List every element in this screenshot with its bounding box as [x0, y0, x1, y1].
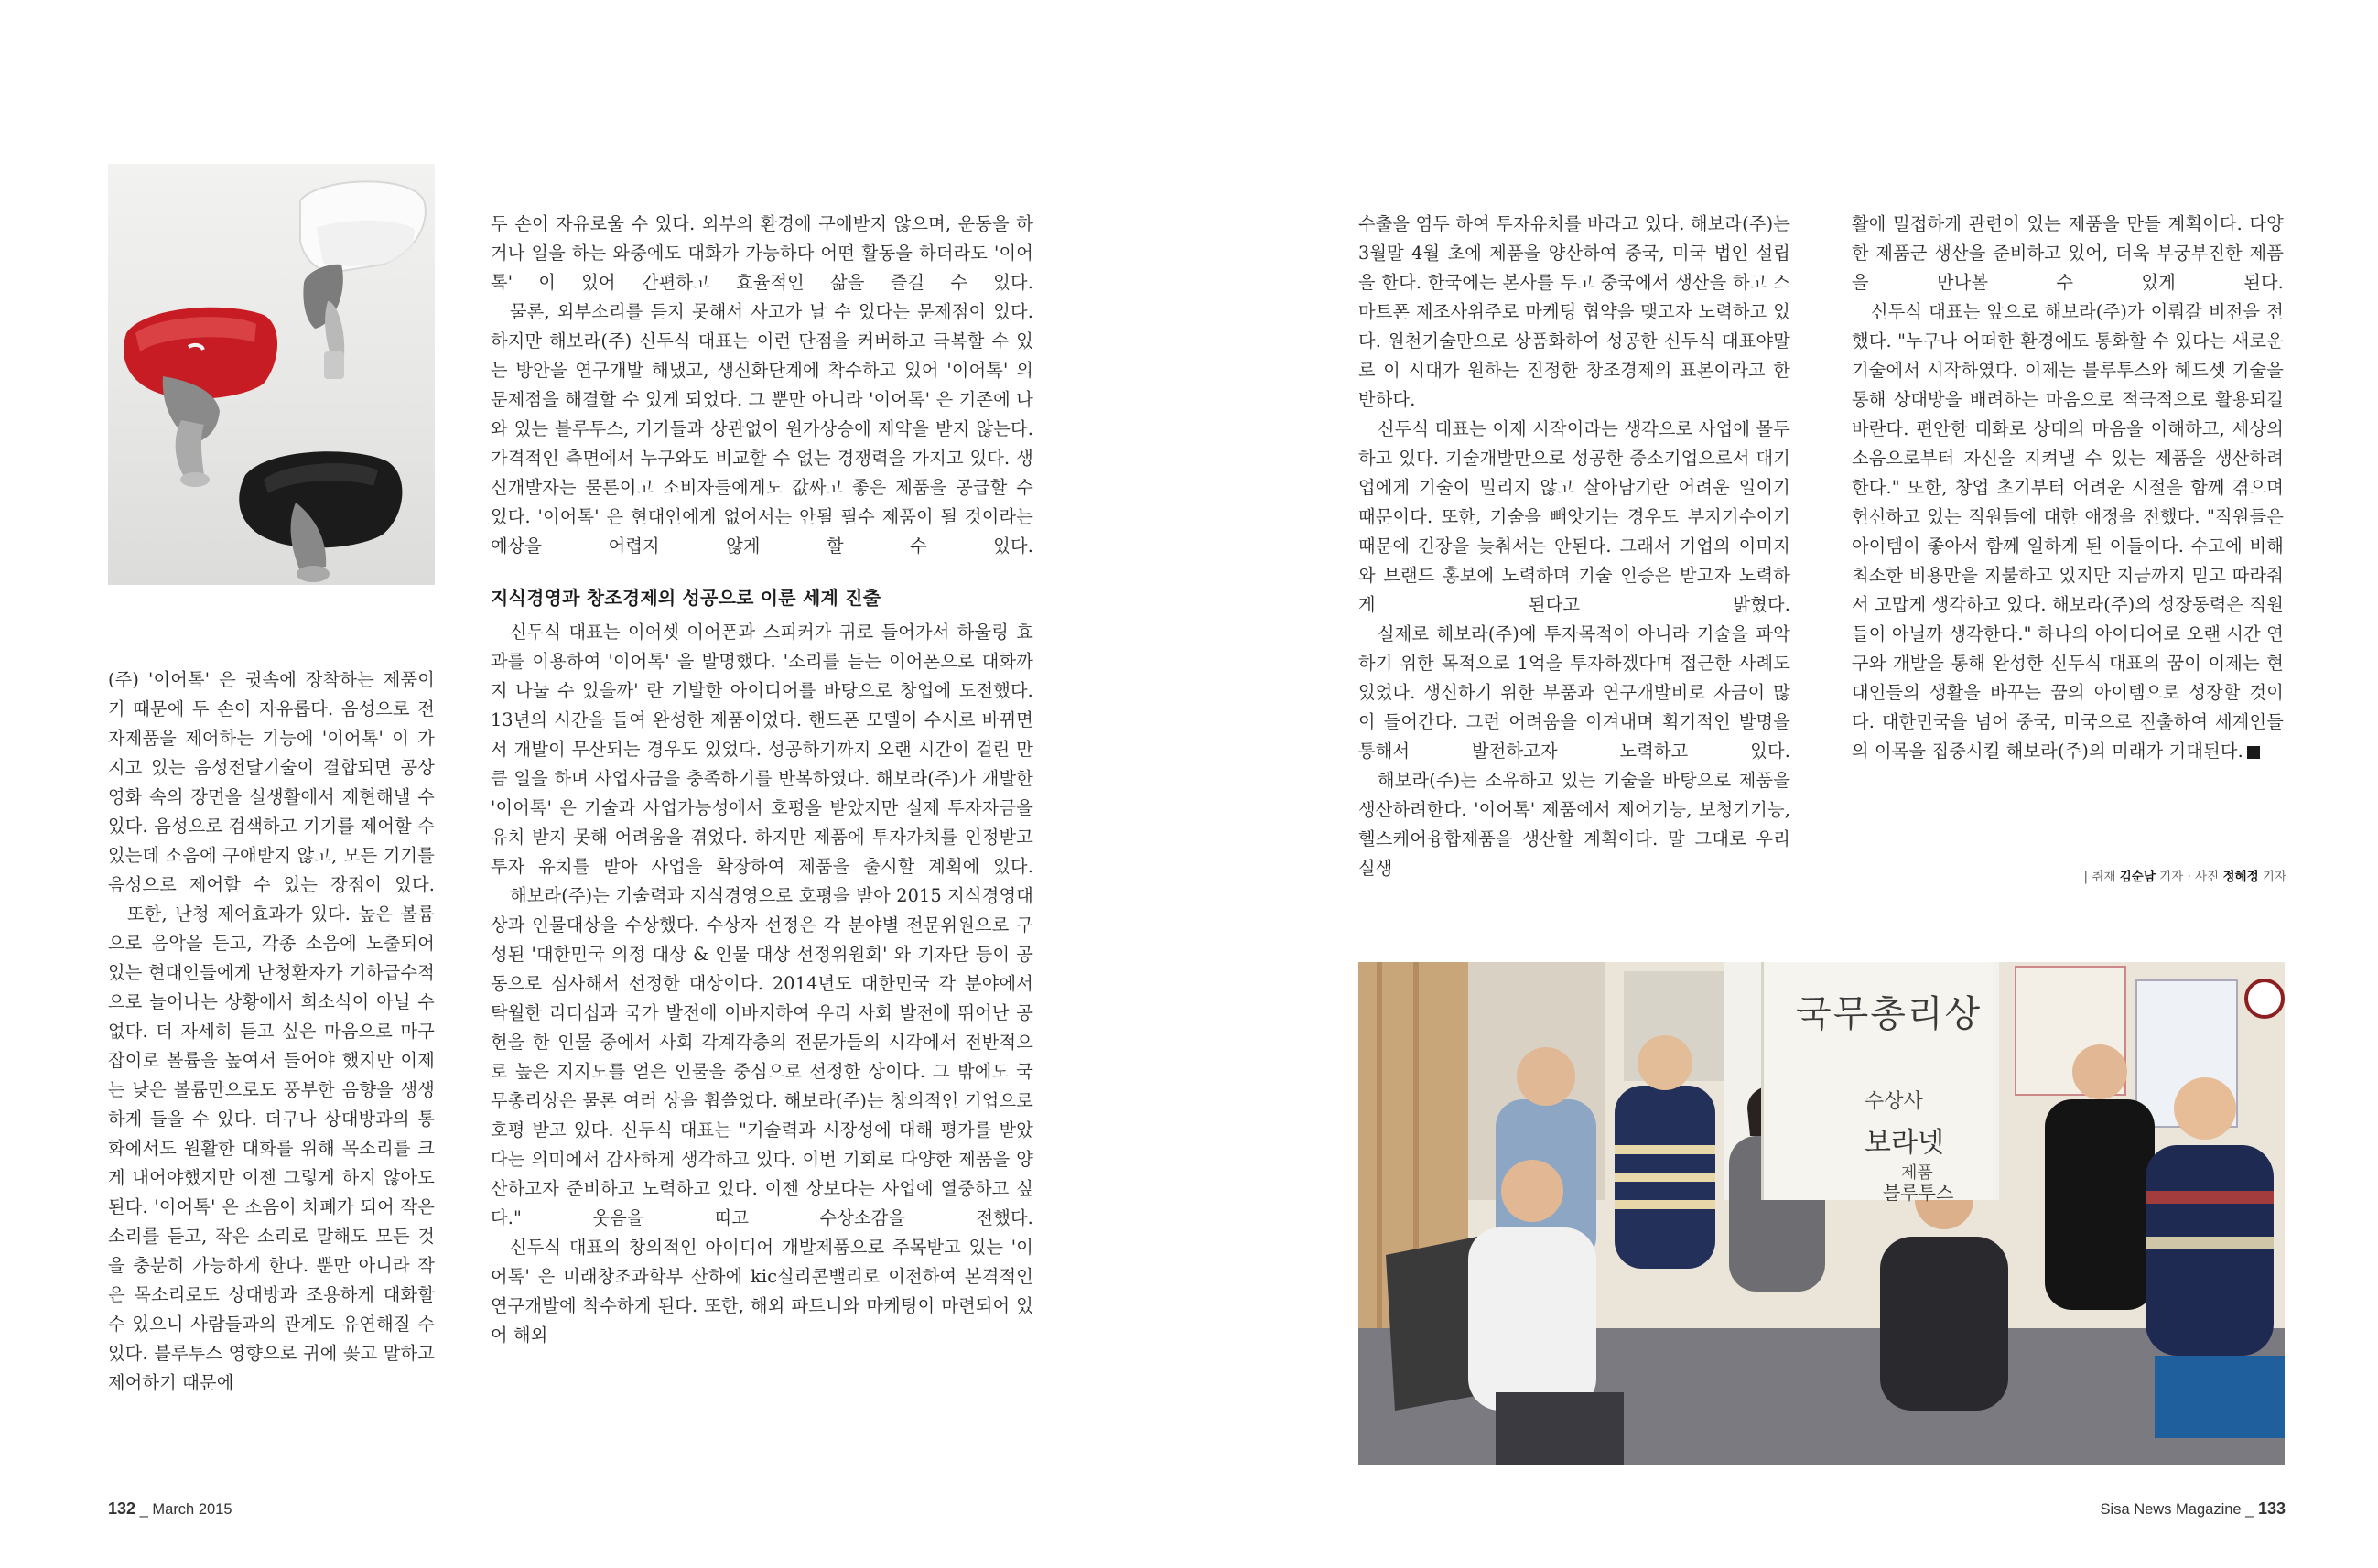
earphone-devices-icon	[108, 164, 435, 585]
section-subtitle: 지식경영과 창조경제의 성공으로 이룬 세계 진출	[491, 587, 881, 609]
body-paragraph: 해보라(주)는 소유하고 있는 기술을 바탕으로 제품을 생산하려한다. '이어톡' 제품에서 제어기능, 보청기기능, 헬스케어융합제품을 생산할 계획이다. 말 그대로 우리 실생	[1358, 770, 1790, 879]
article-column-3	[1358, 210, 1790, 883]
page-number: 133	[2257, 1499, 2286, 1518]
article-column-1	[108, 665, 435, 1398]
page-number: 132	[108, 1499, 136, 1518]
award-banner-line: 제품	[1901, 1163, 1933, 1183]
footer-right: Sisa News Magazine _ 133	[2100, 1499, 2286, 1518]
body-paragraph: 두 손이 자유로울 수 있다. 외부의 환경에 구애받지 않으며, 운동을 하거나 일을 하는 와중에도 대화가 가능하다 어떤 활동을 하더라도 '이어톡' 이 있어 간편하고 효율적인 삶을 즐길 수 있다.	[491, 213, 1033, 293]
award-banner-line: 수상사	[1865, 1090, 1923, 1113]
body-paragraph: 해보라(주)는 기술력과 지식경영으로 호평을 받아 2015 지식경영대상과 인물대상을 수상했다. 수상자 선정은 각 분야별 전문위원으로 구성된 '대한민국 의정 대상 & 인물 대상 선정위원회' 와 기자단 등이 공동으로 심사해서 선정한 대상이다. 2014년도 대한민국 각 분야에서 탁월한 리더십과 국가 발전에 이바지하여 우리 사회 발전에 뛰어난 공헌을 한 인물 중에서 사회 각계각층의 전문가들의 시각에서 전반적으로 높은 지지도를 얻은 인물을 중심으로 선정한 상이다. 그 밖에도 국무총리상은 물론 여러 상을 휩쓸었다. 해보라(주)는 창의적인 기업으로 호평 받고 있다. 신두식 대표는 "기술력과 시장성에 대해 평가를 받았다는 의미에서 감사하게 생각하고 있다. 이번 기회로 다양한 제품을 양산하고자 준비하고 노력하고 있다. 이젠 상보다는 사업에 열중하고 싶다." 웃음을 띠고 수상소감을 전했다.	[491, 885, 1033, 1228]
photo-credit: | 취재 김순남 기자 · 사진 정혜정 기자	[2083, 870, 2286, 884]
award-banner-line: 보라넷	[1865, 1127, 1944, 1159]
footer-left: 132 _ March 2015	[108, 1499, 232, 1518]
award-banner-line: 블루투스	[1883, 1182, 1954, 1204]
product-photo	[108, 164, 435, 585]
award-banner	[1761, 962, 1993, 1204]
end-mark-icon	[2247, 746, 2260, 759]
award-banner-title: 국무총리상	[1796, 993, 1983, 1035]
body-paragraph: 또한, 난청 제어효과가 있다. 높은 볼륨으로 음악을 듣고, 각종 소음에 노출되어 있는 현대인들에게 난청환자가 기하급수적으로 늘어나는 상황에서 희소식이 아닐 수 없다. 더 자세히 듣고 싶은 마음으로 마구잡이로 볼륨을 높여서 들어야 했지만 이제는 낮은 볼륨만으로도 풍부한 음향을 생생하게 들을 수 있다. 더구나 상대방과의 통화에서도 원활한 대화를 위해 목소리를 크게 내어야했지만 이젠 그렇게 하지 않아도 된다. '이어톡' 은 소음이 차폐가 되어 작은 소리를 듣고, 작은 소리로 말해도 모든 것을 충분히 가능하게 한다. 뿐만 아니라 작은 목소리로도 상대방과 조용하게 대화할 수 있으니 사람들과의 관계도 유연해질 수 있다. 블루투스 영향으로 귀에 꽂고 말하고 제어하기 때문에	[108, 903, 435, 1393]
body-paragraph: 물론, 외부소리를 듣지 못해서 사고가 날 수 있다는 문제점이 있다. 하지만 해보라(주) 신두식 대표는 이런 단점을 커버하고 극복할 수 있는 방안을 연구개발 해냈고, 생신화단계에 착수하고 있어 '이어톡' 의 문제점을 해결할 수 있게 되었다. 그 뿐만 아니라 '이어톡' 은 기존에 나와 있는 블루투스, 기기들과 상관없이 원가상승에 제약을 받지 않는다. 가격적인 측면에서 누구와도 비교할 수 없는 경쟁력을 가지고 있다. 생신개발자는 물론이고 소비자들에게도 값싸고 좋은 제품을 공급할 수 있다. '이어톡' 은 현대인에게 없어서는 안될 필수 제품이 될 것이라는 예상을 어렵지 않게 할 수 있다.	[491, 301, 1033, 557]
body-paragraph: 신두식 대표의 창의적인 아이디어 개발제품으로 주목받고 있는 '이어톡' 은 미래창조과학부 산하에 kic실리콘밸리로 이전하여 본격적인 연구개발에 착수하게 된다. 또한, 해외 파트너와 마케팅이 마련되어 있어 해외	[491, 1237, 1033, 1346]
body-paragraph: 신두식 대표는 이어셋 이어폰과 스피커가 귀로 들어가서 하울링 효과를 이용하여 '이어톡' 을 발명했다. '소리를 듣는 이어폰으로 대화까지 나눌 수 있을까' 란 기발한 아이디어를 바탕으로 창업에 도전했다. 13년의 시간을 들여 완성한 제품이었다. 핸드폰 모델이 수시로 바뀌면서 개발이 무산되는 경우도 있었다. 성공하기까지 오랜 시간이 걸린 만큼 일을 하며 사업자금을 충족하기를 반복하였다. 해보라(주)가 개발한 '이어톡' 은 기술과 사업가능성에서 호평을 받았지만 실제 투자자금을 유치 받지 못해 어려움을 겪었다. 하지만 제품에 투자가치를 인정받고 투자 유치를 받아 사업을 확장하여 제품을 출시할 계획에 있다.	[491, 622, 1033, 877]
team-photo	[1358, 962, 2285, 1465]
article-column-4	[1852, 210, 2284, 766]
body-paragraph: (주) '이어톡' 은 귓속에 장착하는 제품이기 때문에 두 손이 자유롭다. 음성으로 전자제품을 제어하는 기능에 '이어톡' 이 가지고 있는 음성전달기술이 결합되면 공상 영화 속의 장면을 실생활에서 재현해낼 수 있다. 음성으로 검색하고 기기를 제어할 수 있는데 소음에 구애받지 않고, 모든 기기를 음성으로 제어할 수 있는 장점이 있다.	[108, 669, 435, 895]
body-paragraph: 활에 밀접하게 관련이 있는 제품을 만들 계획이다. 다양한 제품군 생산을 준비하고 있어, 더욱 부궁부진한 제품을 만나볼 수 있게 된다.	[1852, 213, 2284, 293]
body-paragraph: 실제로 해보라(주)에 투자목적이 아니라 기술을 파악하기 위한 목적으로 1억을 투자하겠다며 접근한 사례도 있었다. 생신하기 위한 부품과 연구개발비로 자금이 많이 들어간다. 그런 어려움을 이겨내며 획기적인 발명을 통해서 발전하고자 노력하고 있다.	[1358, 623, 1790, 762]
body-paragraph: 수출을 염두 하여 투자유치를 바라고 있다. 해보라(주)는 3월말 4월 초에 제품을 양산하여 중국, 미국 법인 설립을 한다. 한국에는 본사를 두고 중국에서 생산을 하고 스마트폰 제조사위주로 마케팅 협약을 맺고자 노력하고 있다. 원천기술만으로 상품화하여 성공한 신두식 대표야말로 이 시대가 원하는 진정한 창조경제의 표본이라고 한반하다.	[1358, 213, 1790, 410]
body-paragraph: 신두식 대표는 앞으로 해보라(주)가 이뤄갈 비전을 전했다. "누구나 어떠한 환경에도 통화할 수 있다는 새로운 기술에서 시작하였다. 이제는 블루투스와 헤드셋 기술을 통해 상대방을 배려하는 마음으로 적극적으로 활용되길 바란다. 편안한 대화로 상대의 마음을 이해하고, 세상의 소음으로부터 자신을 지켜낼 수 있는 제품을 생산하려 한다." 또한, 창업 초기부터 어려운 시절을 함께 겪으며 헌신하고 있는 직원들에 대한 애정을 전했다. "직원들은 아이템이 좋아서 함께 일하게 된 이들이다. 수고에 비해 최소한 비용만을 지불하고 있지만 지금까지 믿고 따라줘서 고맙게 생각하고 있다. 해보라(주)의 성장동력은 직원들이 아닐까 생각한다." 하나의 아이디어로 오랜 시간 연구와 개발을 통해 완성한 신두식 대표의 꿈이 이제는 현대인들의 생활을 바꾸는 꿈의 아이템으로 성장할 것이다. 대한민국을 넘어 중국, 미국으로 진출하여 세계인들의 이목을 집중시킬 해보라(주)의 미래가 기대된다.	[1852, 301, 2284, 762]
body-paragraph: 신두식 대표는 이제 시작이라는 생각으로 사업에 몰두하고 있다. 기술개발만으로 성공한 중소기업으로서 대기업에게 기술이 밀리지 않고 살아남기란 어려운 일이기 때문이다. 또한, 기술을 빼앗기는 경우도 부지기수이기 때문에 긴장을 늦춰서는 안된다. 그래서 기업의 이미지와 브랜드 홍보에 노력하며 기술 인증은 받고자 노력하게 된다고 밝혔다.	[1358, 418, 1790, 615]
article-column-2	[491, 210, 1033, 1350]
